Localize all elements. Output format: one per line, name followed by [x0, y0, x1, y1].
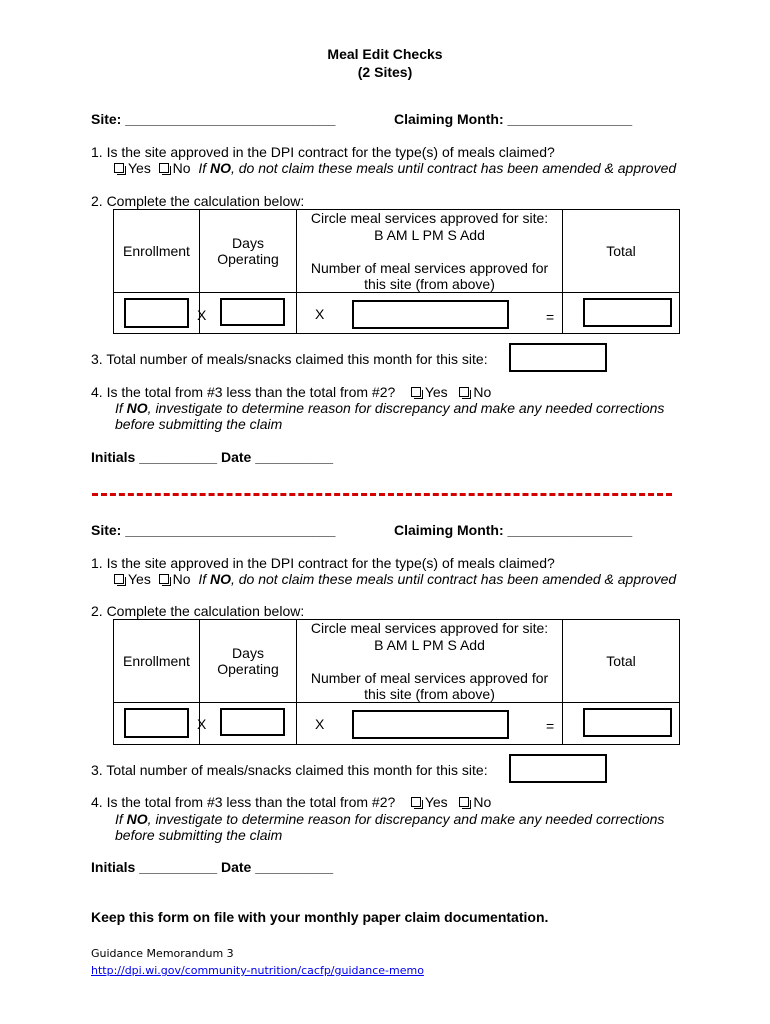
- days-operating-input[interactable]: [220, 708, 285, 736]
- q1-note: If NO, do not claim these meals until contract has been amended & approved: [198, 160, 677, 176]
- equals-sign: =: [546, 718, 555, 734]
- total-input[interactable]: [583, 298, 672, 327]
- claiming-month-field[interactable]: Claiming Month: ________________: [394, 522, 633, 538]
- multiply-sign: X: [315, 306, 325, 322]
- question-3: 3. Total number of meals/snacks claimed this month for this site:: [91, 762, 488, 778]
- site-field[interactable]: Site: ___________________________: [91, 522, 336, 538]
- enrollment-input[interactable]: [124, 298, 189, 328]
- total-header: Total: [563, 620, 680, 703]
- q1-note: If NO, do not claim these meals until contract has been amended & approved: [198, 571, 677, 587]
- q4-note-line2: before submitting the claim: [115, 416, 283, 432]
- question-4: 4. Is the total from #3 less than the total from #2? Yes No: [91, 794, 492, 810]
- meal-services-input[interactable]: [352, 300, 509, 329]
- yes-checkbox[interactable]: [411, 387, 421, 397]
- meal-types[interactable]: B AM L PM S Add: [374, 637, 485, 653]
- site-field[interactable]: Site: ___________________________: [91, 111, 336, 127]
- question-3: 3. Total number of meals/snacks claimed this month for this site:: [91, 351, 488, 367]
- page-title: Meal Edit Checks: [327, 46, 443, 62]
- claiming-month-field[interactable]: Claiming Month: ________________: [394, 111, 633, 127]
- meal-services-header: Circle meal services approved for site: B AM L PM S Add Number of meal services approved for this site (from above): [297, 620, 563, 703]
- question-2: 2. Complete the calculation below:: [91, 603, 305, 619]
- multiply-sign: X: [197, 716, 207, 732]
- no-label: No: [172, 571, 191, 587]
- question-2: 2. Complete the calculation below:: [91, 193, 305, 209]
- question-1-answers: [114, 571, 676, 587]
- no-checkbox[interactable]: [459, 797, 469, 807]
- q4-note: If NO, investigate to determine reason for discrepancy and make any needed corrections: [115, 811, 665, 827]
- yes-label: Yes: [128, 160, 151, 176]
- q4-note-line2: before submitting the claim: [115, 827, 283, 843]
- total-header: Total: [563, 210, 680, 293]
- meals-claimed-input[interactable]: [509, 343, 607, 372]
- meals-claimed-input[interactable]: [509, 754, 607, 783]
- enrollment-header: Enrollment: [114, 620, 200, 703]
- question-1-answers: [114, 160, 676, 176]
- days-operating-header: Days Operating: [200, 620, 297, 703]
- yes-checkbox[interactable]: [114, 574, 124, 584]
- total-input[interactable]: [583, 708, 672, 737]
- question-1: 1. Is the site approved in the DPI contract for the type(s) of meals claimed?: [91, 144, 555, 160]
- question-4: 4. Is the total from #3 less than the total from #2? Yes No: [91, 384, 492, 400]
- no-checkbox[interactable]: [159, 163, 169, 173]
- page-subtitle: (2 Sites): [357, 64, 413, 80]
- section-divider: [92, 493, 672, 496]
- days-operating-header: Days Operating: [200, 210, 297, 293]
- no-checkbox[interactable]: [459, 387, 469, 397]
- meal-types[interactable]: B AM L PM S Add: [374, 227, 485, 243]
- yes-label: Yes: [128, 571, 151, 587]
- initials-date-field[interactable]: Initials __________ Date __________: [91, 449, 334, 465]
- days-operating-input[interactable]: [220, 298, 285, 326]
- guidance-memo-link[interactable]: http://dpi.wi.gov/community-nutrition/cacfp/guidance-memo: [91, 964, 424, 977]
- multiply-sign: X: [197, 307, 207, 323]
- enrollment-input[interactable]: [124, 708, 189, 738]
- question-1: 1. Is the site approved in the DPI contract for the type(s) of meals claimed?: [91, 555, 555, 571]
- guidance-memo-label: Guidance Memorandum 3: [91, 947, 234, 960]
- multiply-sign: X: [315, 716, 325, 732]
- footer-instruction: Keep this form on file with your monthly paper claim documentation.: [91, 909, 549, 925]
- yes-checkbox[interactable]: [114, 163, 124, 173]
- enrollment-header: Enrollment: [114, 210, 200, 293]
- yes-checkbox[interactable]: [411, 797, 421, 807]
- no-checkbox[interactable]: [159, 574, 169, 584]
- initials-date-field[interactable]: Initials __________ Date __________: [91, 859, 334, 875]
- no-label: No: [172, 160, 191, 176]
- meal-services-header: Circle meal services approved for site: B AM L PM S Add Number of meal services approved for this site (from above): [297, 210, 563, 293]
- equals-sign: =: [546, 309, 555, 325]
- meal-services-input[interactable]: [352, 710, 509, 739]
- q4-note: If NO, investigate to determine reason for discrepancy and make any needed corrections: [115, 400, 665, 416]
